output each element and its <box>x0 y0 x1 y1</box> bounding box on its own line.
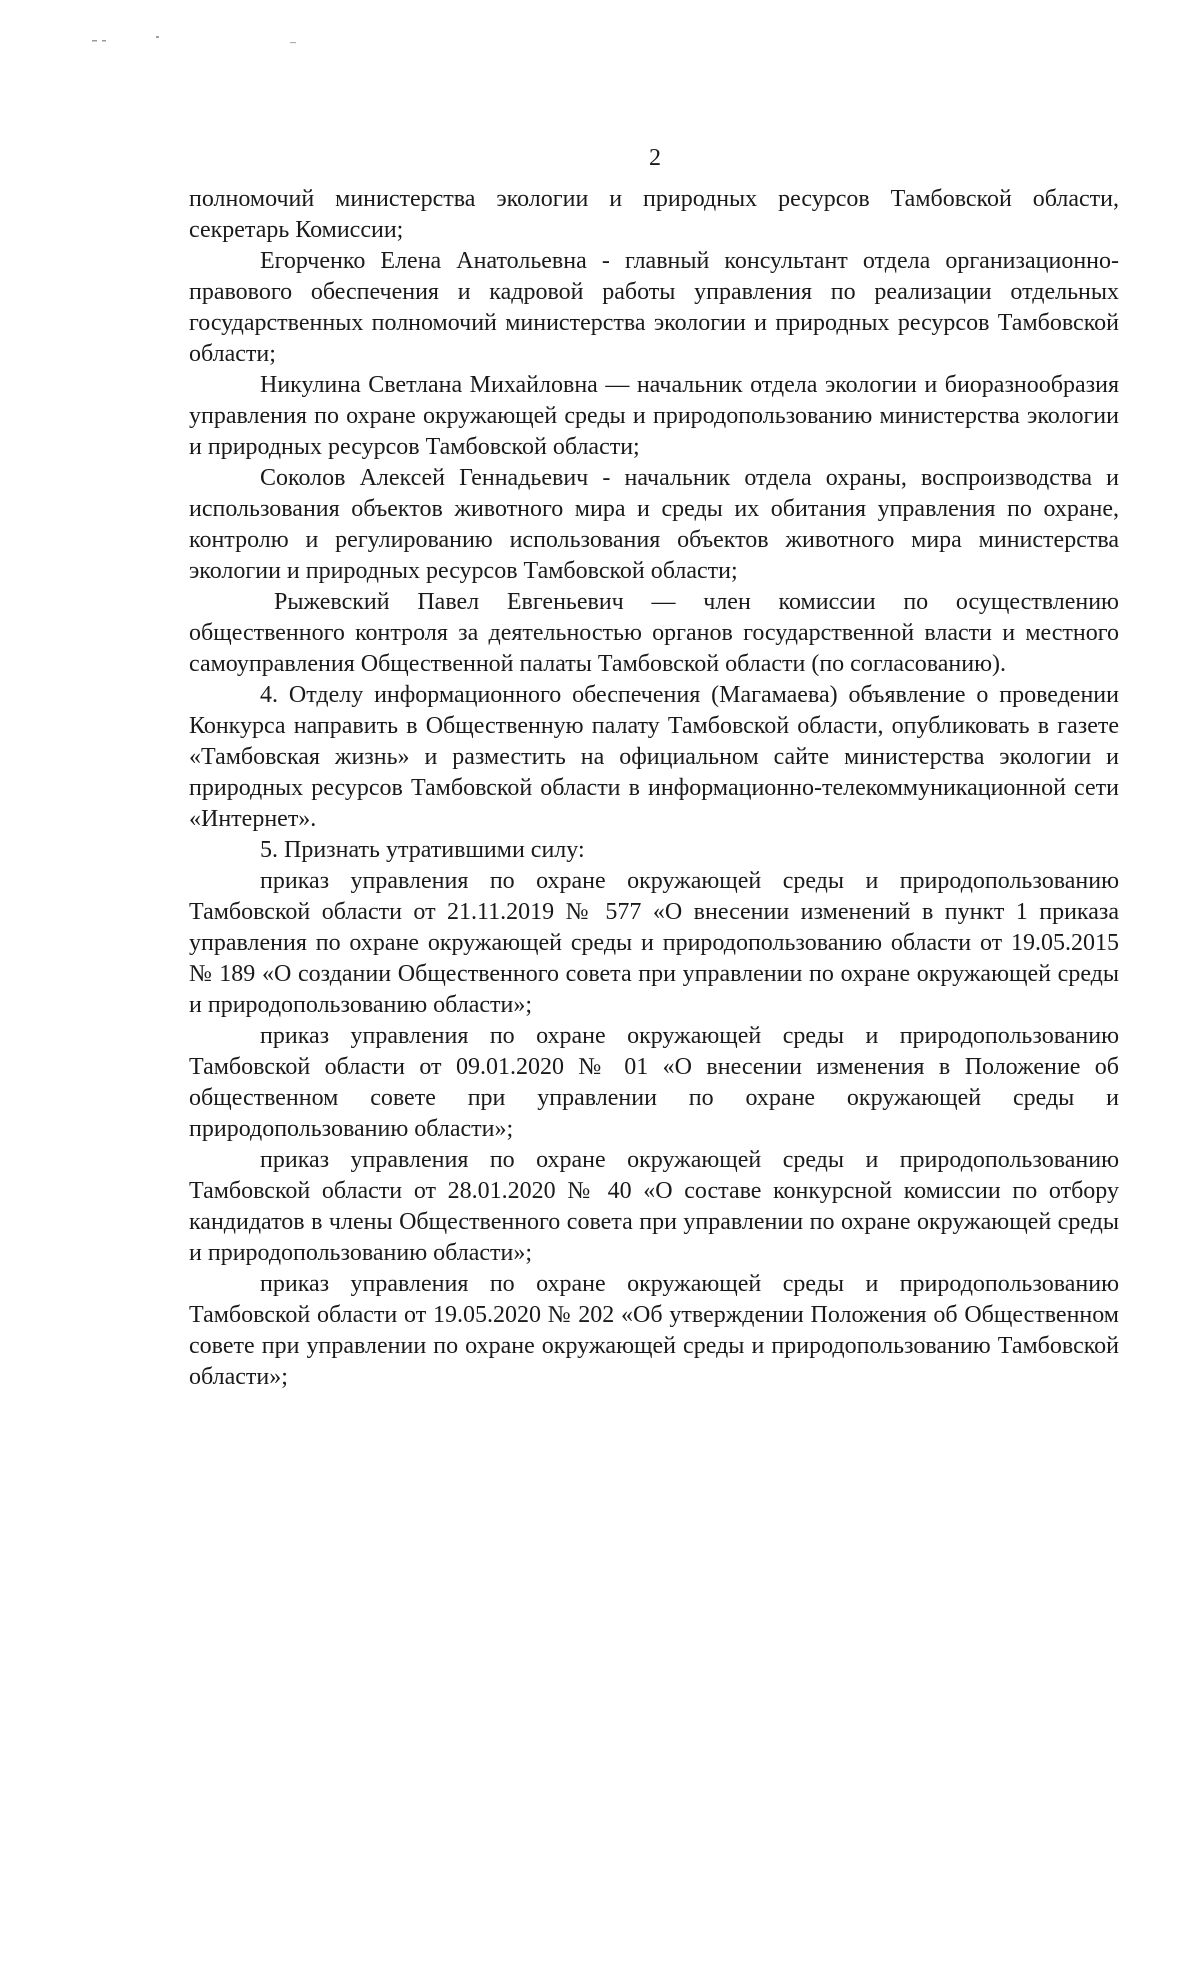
paragraph-continuation: полномочий министерства экологии и природных ресурсов Тамбовской области, секретарь Комиссии; <box>189 186 1119 243</box>
paragraph-item-5: 5. Признать утратившими силу: <box>260 837 585 863</box>
paragraph-repealed-order-4: приказ управления по охране окружающей среды и природопользованию Тамбовской области от 19.05.2020 № 202 «Об утверждении Положения об Общественном совете при управлении по охране окружающей среды и природопользованию Тамбовской области»; <box>189 1271 1119 1390</box>
scan-specks-decoration <box>90 28 350 48</box>
page-number: 2 <box>649 145 661 171</box>
paragraph-member-sokolov: Соколов Алексей Геннадьевич - начальник отдела охраны, воспроизводства и использования объектов животного мира и среды их обитания управления по охране, контролю и регулированию использования объектов животного мира министерства экологии и природных ресурсов Тамбовской области; <box>189 465 1119 584</box>
paragraph-repealed-order-1: приказ управления по охране окружающей среды и природопользованию Тамбовской области от 21.11.2019 № 577 «О внесении изменений в пункт 1 приказа управления по охране окружающей среды и природопользованию области от 19.05.2015 № 189 «О создании Общественного совета при управлении по охране окружающей среды и природопользованию области»; <box>189 868 1119 1018</box>
paragraph-member-egorchenko: Егорченко Елена Анатольевна - главный консультант отдела организационно-правового обеспечения и кадровой работы управления по реализации отдельных государственных полномочий министерства экологии и природных ресурсов Тамбовской области; <box>189 248 1119 367</box>
paragraph-item-4: 4. Отделу информационного обеспечения (Магамаева) объявление о проведении Конкурса направить в Общественную палату Тамбовской области, опубликовать в газете «Тамбовская жизнь» и разместить на официальном сайте министерства экологии и природных ресурсов Тамбовской области в информационно-телекоммуникационной сети «Интернет». <box>189 682 1119 832</box>
paragraph-repealed-order-2: приказ управления по охране окружающей среды и природопользованию Тамбовской области от 09.01.2020 № 01 «О внесении изменения в Положение об общественном совете при управлении по охране окружающей среды и природопользованию области»; <box>189 1023 1119 1142</box>
document-body <box>189 184 1119 1393</box>
paragraph-member-ryzhevsky: Рыжевский Павел Евгеньевич — член комиссии по осуществлению общественного контроля за деятельностью органов государственной власти и местного самоуправления Общественной палаты Тамбовской области (по согласованию). <box>189 589 1119 677</box>
paragraph-member-nikulina: Никулина Светлана Михайловна — начальник отдела экологии и биоразнообразия управления по охране окружающей среды и природопользованию министерства экологии и природных ресурсов Тамбовской области; <box>189 372 1119 460</box>
paragraph-repealed-order-3: приказ управления по охране окружающей среды и природопользованию Тамбовской области от 28.01.2020 № 40 «О составе конкурсной комиссии по отбору кандидатов в члены Общественного совета при управлении по охране окружающей среды и природопользованию области»; <box>189 1147 1119 1266</box>
